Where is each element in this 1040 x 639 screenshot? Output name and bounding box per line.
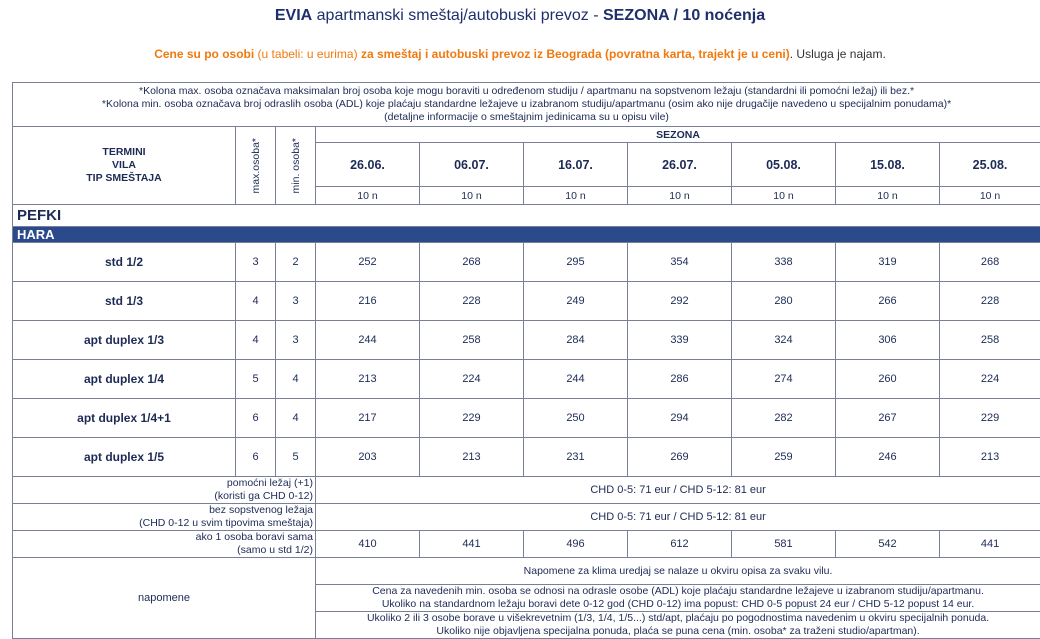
price-cell: 267 [836, 399, 940, 438]
price-cell: 324 [732, 321, 836, 360]
nights-cell: 10 n [420, 187, 524, 205]
price-cell: 229 [420, 399, 524, 438]
price-cell: 268 [420, 243, 524, 282]
price-cell: 319 [836, 243, 940, 282]
extra-bed-price: CHD 0-5: 71 eur / CHD 5-12: 81 eur [316, 477, 1040, 504]
header-left: TERMINI VILA TIP SMEŠTAJA [13, 127, 236, 205]
price-cell: 250 [524, 399, 628, 438]
price-cell: 295 [524, 243, 628, 282]
room-type: std 1/3 [13, 282, 236, 321]
date-cell: 06.07. [420, 143, 524, 187]
table-row [13, 243, 1040, 282]
price-cell: 280 [732, 282, 836, 321]
price-cell: 217 [316, 399, 420, 438]
price-cell: 581 [732, 531, 836, 558]
note-line: Napomene za klima uredjaj se nalaze u okviru opisa za svaku vilu. [316, 558, 1040, 585]
date-cell: 25.08. [940, 143, 1040, 187]
price-cell: 268 [940, 243, 1040, 282]
max-persons: 6 [236, 438, 276, 477]
price-cell: 228 [420, 282, 524, 321]
room-type: apt duplex 1/4+1 [13, 399, 236, 438]
price-cell: 258 [940, 321, 1040, 360]
min-persons: 3 [276, 321, 316, 360]
table-row [13, 282, 1040, 321]
price-cell: 354 [628, 243, 732, 282]
nights-cell: 10 n [316, 187, 420, 205]
note-line: Ukoliko 2 ili 3 osobe borave u višekrevetnim (1/3, 1/4, 1/5...) std/apt, plaćaju po pogodnostima navedenim u okviru specijalnih ponuda. Ukoliko nije objavljena specijalna ponuda, plaća se puna cena (min. osoba* za traženi studio/apartman). [316, 612, 1040, 639]
table-row [13, 399, 1040, 438]
min-persons: 3 [276, 282, 316, 321]
price-cell: 228 [940, 282, 1040, 321]
price-cell: 286 [628, 360, 732, 399]
single-occupancy-label: ako 1 osoba boravi sama (samo u std 1/2) [13, 531, 316, 558]
min-persons: 4 [276, 399, 316, 438]
price-cell: 338 [732, 243, 836, 282]
table-row [13, 438, 1040, 477]
nights-cell: 10 n [836, 187, 940, 205]
price-cell: 213 [316, 360, 420, 399]
price-cell: 244 [524, 360, 628, 399]
max-persons: 4 [236, 282, 276, 321]
extra-bed-row [13, 477, 1040, 504]
table-row [13, 321, 1040, 360]
price-table [12, 82, 1040, 639]
price-cell: 224 [420, 360, 524, 399]
max-persons: 4 [236, 321, 276, 360]
page-title: EVIA apartmanski smeštaj/autobuski prevoz - SEZONA / 10 noćenja [0, 7, 1040, 25]
price-cell: 269 [628, 438, 732, 477]
room-type: std 1/2 [13, 243, 236, 282]
notes-label: napomene [13, 558, 316, 639]
price-cell: 306 [836, 321, 940, 360]
price-cell: 249 [524, 282, 628, 321]
nights-cell: 10 n [940, 187, 1040, 205]
price-cell: 274 [732, 360, 836, 399]
price-cell: 282 [732, 399, 836, 438]
price-cell: 496 [524, 531, 628, 558]
price-cell: 542 [836, 531, 940, 558]
header-min-persons: min. osoba* [276, 127, 316, 205]
price-cell: 229 [940, 399, 1040, 438]
room-type: apt duplex 1/5 [13, 438, 236, 477]
header-season: SEZONA [316, 127, 1040, 143]
single-occupancy-row [13, 531, 1040, 558]
date-cell: 26.07. [628, 143, 732, 187]
header-max-persons: max.osoba* [236, 127, 276, 205]
price-cell: 294 [628, 399, 732, 438]
price-cell: 612 [628, 531, 732, 558]
room-type: apt duplex 1/4 [13, 360, 236, 399]
location-title: PEFKI [13, 205, 1040, 227]
note-line: Cena za navedenih min. osoba se odnosi na odrasle osobe (ADL) koje plaćaju standardne ležajeve u izabranom studiju/apartmanu. Ukoliko na standardnom ležaju boravi dete 0-12 god (CHD 0-12) ima popust: CHD 0-5 popust 24 eur / CHD 5-12 popust 14 eur. [316, 585, 1040, 612]
no-bed-price: CHD 0-5: 71 eur / CHD 5-12: 81 eur [316, 504, 1040, 531]
extra-bed-label: pomoćni ležaj (+1) (koristi ga CHD 0-12) [13, 477, 316, 504]
table-notes: *Kolona max. osoba označava maksimalan broj osoba koje mogu boraviti u određenom studiju / apartmanu na sopstvenom ležaju (standardni ili pomoćni ležaj) ili bez.* *Kolona min. osoba označava broj odraslih osoba (ADL) koje plaćaju standardne ležajeve u izabranom studiju/apartmanu (osim ako nije drugačije navedeno u specijalnim ponudama)* (detaljne informacije o smeštajnim jedinicama su u opisu vile) [13, 83, 1040, 127]
price-cell: 292 [628, 282, 732, 321]
max-persons: 3 [236, 243, 276, 282]
date-cell: 16.07. [524, 143, 628, 187]
villa-bar: HARA [13, 227, 1040, 243]
date-cell: 15.08. [836, 143, 940, 187]
price-cell: 410 [316, 531, 420, 558]
price-cell: 252 [316, 243, 420, 282]
price-cell: 441 [420, 531, 524, 558]
date-cell: 05.08. [732, 143, 836, 187]
price-cell: 259 [732, 438, 836, 477]
no-bed-row [13, 504, 1040, 531]
price-cell: 231 [524, 438, 628, 477]
price-cell: 258 [420, 321, 524, 360]
min-persons: 4 [276, 360, 316, 399]
nights-cell: 10 n [628, 187, 732, 205]
price-cell: 244 [316, 321, 420, 360]
date-cell: 26.06. [316, 143, 420, 187]
no-bed-label: bez sopstvenog ležaja (CHD 0-12 u svim tipovima smeštaja) [13, 504, 316, 531]
nights-cell: 10 n [732, 187, 836, 205]
min-persons: 2 [276, 243, 316, 282]
room-type: apt duplex 1/3 [13, 321, 236, 360]
price-cell: 284 [524, 321, 628, 360]
price-cell: 246 [836, 438, 940, 477]
price-cell: 441 [940, 531, 1040, 558]
price-cell: 339 [628, 321, 732, 360]
price-cell: 213 [940, 438, 1040, 477]
min-persons: 5 [276, 438, 316, 477]
max-persons: 5 [236, 360, 276, 399]
price-cell: 216 [316, 282, 420, 321]
price-cell: 213 [420, 438, 524, 477]
table-row [13, 360, 1040, 399]
max-persons: 6 [236, 399, 276, 438]
price-cell: 224 [940, 360, 1040, 399]
price-cell: 203 [316, 438, 420, 477]
price-cell: 266 [836, 282, 940, 321]
price-cell: 260 [836, 360, 940, 399]
price-subtitle: Cene su po osobi (u tabeli: u eurima) za smeštaj i autobuski prevoz iz Beograda (povratna karta, trajekt je u ceni). Usluga je najam. [0, 47, 1040, 61]
nights-cell: 10 n [524, 187, 628, 205]
